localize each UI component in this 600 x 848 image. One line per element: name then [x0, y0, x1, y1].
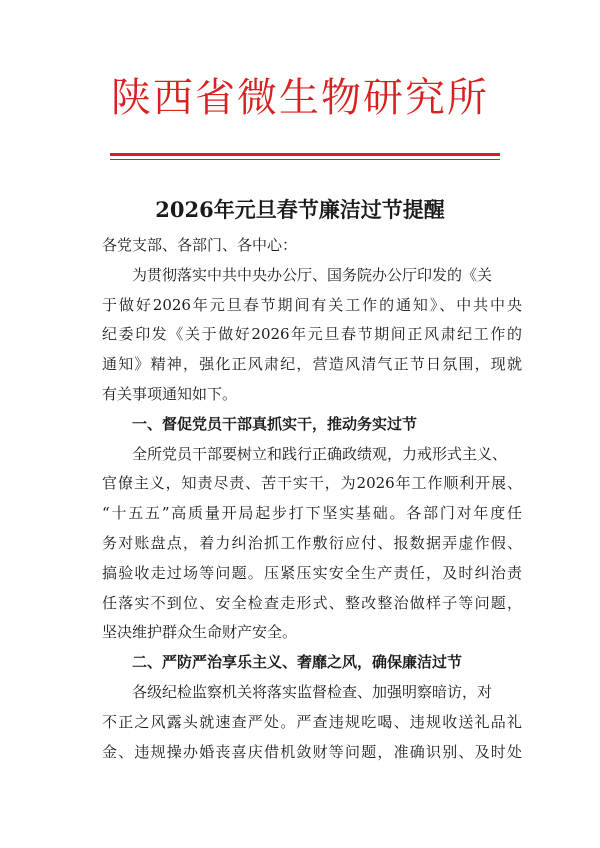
paragraph-line: 坚决维护群众生命财产安全。	[102, 623, 298, 642]
paragraph-line: 任落实不到位、安全检查走形式、整改整治做样子等问题，	[102, 593, 522, 612]
paragraph-line: 为贯彻落实中共中央办公厅、国务院办公厅印发的《关	[132, 265, 493, 284]
paragraph-line: “十五五”高质量开局起步打下坚实基础。各部门对年度任	[102, 504, 522, 523]
letterhead-thick-rule	[110, 153, 500, 156]
paragraph-line: 务对账盘点，着力纠治抓工作敷衍应付、报数据弄虚作假、	[102, 533, 522, 552]
paragraph-line: 搞验收走过场等问题。压紧压实安全生产责任，及时纠治责	[102, 563, 522, 582]
document-body	[102, 231, 522, 767]
organization-letterhead: 陕西省微生物研究所	[111, 75, 489, 121]
paragraph-line: 有关事项通知如下。	[102, 384, 238, 403]
paragraph-line: 金、违规操办婚丧喜庆借机敛财等问题，准确识别、及时处	[102, 742, 522, 761]
paragraph-line: 全所党员干部要树立和践行正确政绩观，力戒形式主义、	[132, 444, 508, 463]
document-title: 2026年元旦春节廉洁过节提醒	[155, 197, 445, 222]
section-heading: 二、严防严治享乐主义、奢靡之风，确保廉洁过节	[132, 653, 463, 672]
paragraph-line: 通知》精神，强化正风肃纪，营造风清气正节日氛围，现就	[102, 355, 522, 374]
paragraph-line: 各级纪检监察机关将落实监督检查、加强明察暗访，对	[132, 682, 493, 701]
paragraph-line: 官僚主义，知责尽责、苦干实干，为2026年工作顺利开展、	[102, 474, 522, 493]
letterhead-thin-rule	[110, 159, 500, 160]
section-heading: 一、督促党员干部真抓实干，推动务实过节	[132, 414, 418, 433]
paragraph-line: 纪委印发《关于做好2026年元旦春节期间正风肃纪工作的	[102, 325, 522, 344]
paragraph-line: 于做好2026年元旦春节期间有关工作的通知》、中共中央	[102, 295, 522, 314]
salutation: 各党支部、各部门、各中心：	[102, 236, 298, 254]
paragraph-line: 不正之风露头就速查严处。严查违规吃喝、违规收送礼品礼	[102, 712, 522, 731]
